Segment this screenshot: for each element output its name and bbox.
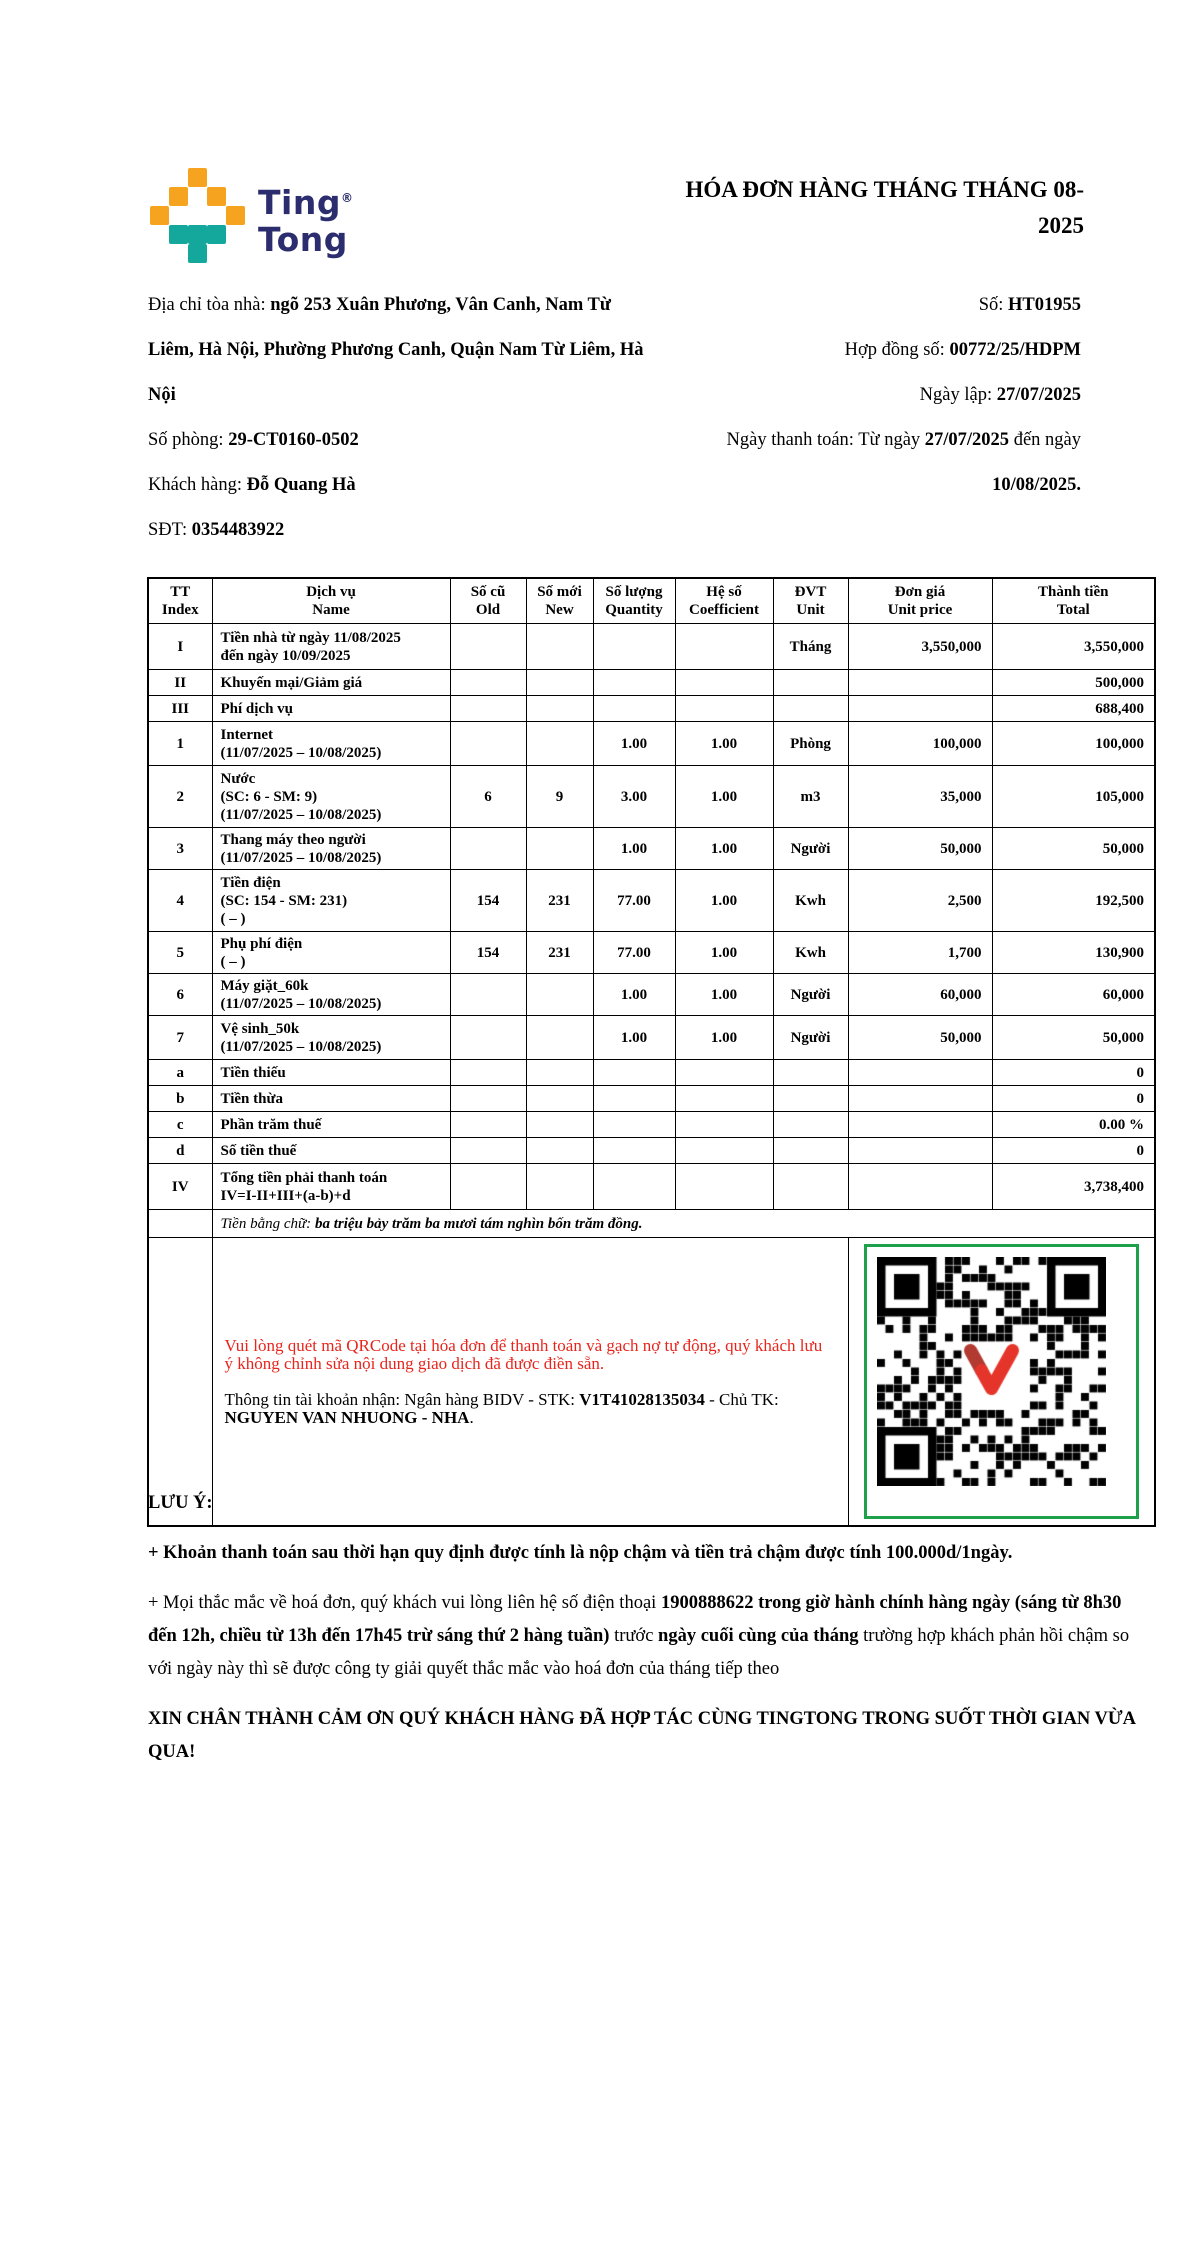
- info-right-block: [641, 283, 1081, 508]
- cell-new-reading: [526, 722, 593, 766]
- column-header-line: Số lượng: [605, 584, 663, 600]
- cell-unit-price: [848, 1060, 992, 1086]
- cell-quantity: 1.00: [593, 722, 675, 766]
- cell-old-reading: [450, 1138, 526, 1164]
- tingtong-logo-icon: [150, 168, 245, 263]
- cell-unit-price: [848, 1164, 992, 1210]
- cell-new-reading: [526, 828, 593, 870]
- column-header: [526, 578, 593, 624]
- tingtong-logo-text: [258, 180, 353, 263]
- cell-index: 7: [148, 1016, 212, 1060]
- cell-index: a: [148, 1060, 212, 1086]
- cell-quantity: 1.00: [593, 974, 675, 1016]
- cell-coefficient: [675, 624, 773, 670]
- cell-unit-price: [848, 1086, 992, 1112]
- column-header-line: Thành tiền: [1038, 584, 1109, 600]
- cell-quantity: 77.00: [593, 932, 675, 974]
- column-header-line: TT: [170, 584, 191, 600]
- logo-pixel: [150, 187, 169, 206]
- cell-index: II: [148, 670, 212, 696]
- service-name-line: (SC: 154 - SM: 231): [220, 892, 348, 909]
- cell-old-reading: [450, 670, 526, 696]
- cell-quantity: [593, 696, 675, 722]
- column-header-line: Index: [161, 602, 199, 618]
- column-header-line: Quantity: [605, 602, 663, 618]
- logo-pixel: [150, 206, 169, 225]
- cell-new-reading: [526, 1112, 593, 1138]
- text-segment: V1T41028135034: [579, 1389, 705, 1409]
- cell-unit-price: 100,000: [848, 722, 992, 766]
- logo-pixel: [207, 168, 226, 187]
- table-row: [148, 624, 1155, 670]
- info-left-block: [148, 283, 648, 553]
- cell-service-name: [212, 696, 450, 722]
- cell-coefficient: [675, 1086, 773, 1112]
- cell-old-reading: 154: [450, 932, 526, 974]
- cell-old-reading: [450, 1086, 526, 1112]
- cell-unit: [773, 670, 848, 696]
- cell-service-name: [212, 766, 450, 828]
- cell-unit-price: [848, 670, 992, 696]
- logo-pixel: [226, 225, 245, 244]
- service-name-line: Tiền nhà từ ngày 11/08/2025: [220, 629, 401, 646]
- cell-old-reading: [450, 722, 526, 766]
- logo-pixel: [226, 168, 245, 187]
- cell-coefficient: [675, 696, 773, 722]
- thanks-note: XIN CHÂN THÀNH CẢM ƠN QUÝ KHÁCH HÀNG ĐÃ HỢP TÁC CÙNG TINGTONG TRONG SUỐT THỜI GIAN VỪA QUA!: [148, 1709, 1135, 1762]
- cell-service-name: [212, 1016, 450, 1060]
- cell-total: 105,000: [992, 766, 1155, 828]
- service-name-line: Nước: [220, 770, 256, 787]
- text-segment: trường hợp khách phản hồi chậm so với ngày này thì sẽ được công ty giải quyết thắc mắc vào hoá đơn của tháng tiếp theo: [148, 1626, 1130, 1679]
- cell-unit: Kwh: [773, 870, 848, 932]
- cell-coefficient: 1.00: [675, 722, 773, 766]
- logo-word-top: Ting®: [258, 183, 354, 222]
- cell-quantity: [593, 1138, 675, 1164]
- contract-number-line: Hợp đồng số: 00772/25/HDPM: [844, 340, 1081, 360]
- service-name-line: Tiền thiếu: [220, 1064, 286, 1081]
- column-header-line: Unit: [796, 602, 825, 618]
- qr-code: [864, 1244, 1139, 1519]
- cell-empty: [148, 1210, 212, 1238]
- cell-unit: [773, 1060, 848, 1086]
- cell-unit: Người: [773, 974, 848, 1016]
- service-name-line: ( – ): [220, 953, 246, 970]
- logo-pixel: [207, 225, 226, 244]
- column-header: [992, 578, 1155, 624]
- cell-service-name: [212, 1164, 450, 1210]
- cell-unit: [773, 1164, 848, 1210]
- cell-old-reading: [450, 1112, 526, 1138]
- logo-pixel: [169, 244, 188, 263]
- cell-new-reading: [526, 696, 593, 722]
- cell-index: 3: [148, 828, 212, 870]
- cell-service-name: [212, 1086, 450, 1112]
- table-row: [148, 766, 1155, 828]
- text-segment: Thông tin tài khoản nhận: Ngân hàng BIDV - STK:: [224, 1389, 580, 1409]
- column-header: [212, 578, 450, 624]
- cell-quantity: 3.00: [593, 766, 675, 828]
- table-row: [148, 828, 1155, 870]
- cell-payment-instructions: [212, 1238, 848, 1527]
- cell-quantity: [593, 1086, 675, 1112]
- table-row: [148, 722, 1155, 766]
- cell-unit: Phòng: [773, 722, 848, 766]
- table-row: [148, 1016, 1155, 1060]
- cell-coefficient: 1.00: [675, 828, 773, 870]
- amount-in-words-label: Tiền bằng chữ:: [220, 1215, 315, 1232]
- cell-index: d: [148, 1138, 212, 1164]
- service-name-line: Internet: [220, 726, 273, 743]
- invoice-table: [147, 577, 1156, 1527]
- cell-coefficient: [675, 1112, 773, 1138]
- cell-unit-price: 1,700: [848, 932, 992, 974]
- logo-pixel: [188, 206, 207, 225]
- invoice-title-line: HÓA ĐƠN HÀNG THÁNG THÁNG 08-: [685, 177, 1084, 202]
- cell-service-name: [212, 1138, 450, 1164]
- cell-quantity: [593, 1060, 675, 1086]
- logo-pixel: [169, 168, 188, 187]
- logo-pixel: [150, 225, 169, 244]
- qr-row: [148, 1238, 1155, 1527]
- qr-code-canvas: [877, 1257, 1106, 1486]
- column-header-line: Dịch vụ: [306, 584, 356, 600]
- text-segment: .: [469, 1407, 474, 1427]
- column-header: [773, 578, 848, 624]
- cell-coefficient: 1.00: [675, 974, 773, 1016]
- cell-unit-price: 3,550,000: [848, 624, 992, 670]
- cell-total: 130,900: [992, 932, 1155, 974]
- cell-coefficient: 1.00: [675, 870, 773, 932]
- column-header-line: Hệ số: [706, 584, 742, 600]
- service-name-line: Phụ phí điện: [220, 935, 303, 952]
- column-header-line: Số cũ: [470, 584, 506, 600]
- cell-unit: m3: [773, 766, 848, 828]
- table-row: [148, 670, 1155, 696]
- cell-service-name: [212, 870, 450, 932]
- table-row: [148, 974, 1155, 1016]
- text-segment: trước: [609, 1626, 659, 1646]
- cell-old-reading: [450, 828, 526, 870]
- cell-amount-in-words: [212, 1210, 1155, 1238]
- room-number-line: Số phòng: 29-CT0160-0502: [148, 430, 359, 450]
- cell-index: I: [148, 624, 212, 670]
- invoice-title: [524, 172, 1084, 244]
- cell-service-name: [212, 624, 450, 670]
- column-header-line: Đơn giá: [894, 584, 946, 600]
- cell-unit-price: [848, 1138, 992, 1164]
- service-name-line: ( – ): [220, 910, 246, 927]
- logo-pixel: [150, 244, 169, 263]
- cell-coefficient: 1.00: [675, 932, 773, 974]
- logo-pixel: [169, 187, 188, 206]
- cell-new-reading: [526, 670, 593, 696]
- logo-word-bottom: Tong: [258, 220, 348, 259]
- cell-index: c: [148, 1112, 212, 1138]
- text-segment: 1900888622 trong giờ hành chính hàng ngày (sáng từ 8h30 đến 12h, chiều từ 13h đến 17h45 trừ sáng thứ 2 hàng tuần): [148, 1593, 1122, 1646]
- cell-total: 688,400: [992, 696, 1155, 722]
- cell-unit: [773, 1138, 848, 1164]
- logo-pixel: [207, 244, 226, 263]
- cell-old-reading: 154: [450, 870, 526, 932]
- cell-old-reading: [450, 1060, 526, 1086]
- late-payment-note: + Khoản thanh toán sau thời hạn quy định được tính là nộp chậm và tiền trả chậm được tính 100.000d/1ngày.: [148, 1543, 1013, 1563]
- cell-new-reading: [526, 1086, 593, 1112]
- service-name-line: Vệ sinh_50k: [220, 1020, 300, 1037]
- cell-unit: [773, 1112, 848, 1138]
- service-name-line: Tiền thừa: [220, 1090, 283, 1107]
- cell-quantity: 77.00: [593, 870, 675, 932]
- cell-unit: Người: [773, 1016, 848, 1060]
- column-header-line: Old: [475, 602, 501, 618]
- table-row: [148, 1060, 1155, 1086]
- cell-unit-price: [848, 696, 992, 722]
- cell-new-reading: 231: [526, 932, 593, 974]
- table-row: [148, 1138, 1155, 1164]
- table-header-row: [148, 578, 1155, 624]
- cell-coefficient: [675, 1060, 773, 1086]
- logo-pixel: [169, 225, 188, 244]
- table-row: [148, 870, 1155, 932]
- service-name-line: Thang máy theo người: [220, 831, 366, 848]
- table-row: [148, 932, 1155, 974]
- cell-service-name: [212, 670, 450, 696]
- bank-account-info: [225, 1391, 834, 1427]
- cell-empty: [148, 1238, 212, 1527]
- cell-unit-price: 50,000: [848, 1016, 992, 1060]
- cell-index: 6: [148, 974, 212, 1016]
- cell-total: 0.00 %: [992, 1112, 1155, 1138]
- column-header-line: Name: [312, 602, 350, 618]
- cell-total: 3,738,400: [992, 1164, 1155, 1210]
- service-name-line: đến ngày 10/09/2025: [220, 647, 351, 664]
- column-header: [450, 578, 526, 624]
- service-name-line: (11/07/2025 – 10/08/2025): [220, 806, 382, 823]
- cell-total: 100,000: [992, 722, 1155, 766]
- qr-payment-notice: Vui lòng quét mã QRCode tại hóa đơn để thanh toán và gạch nợ tự động, quý khách lưu ý không chỉnh sửa nội dung giao dịch đã được điền sẵn.: [224, 1335, 823, 1373]
- cell-service-name: [212, 932, 450, 974]
- hotline-note: [148, 1587, 1148, 1686]
- cell-qr-code: [848, 1238, 1155, 1527]
- cell-quantity: [593, 624, 675, 670]
- cell-old-reading: [450, 1164, 526, 1210]
- cell-index: 2: [148, 766, 212, 828]
- cell-index: IV: [148, 1164, 212, 1210]
- cell-unit: Tháng: [773, 624, 848, 670]
- column-header-line: Total: [1056, 602, 1090, 618]
- cell-unit: [773, 696, 848, 722]
- logo-pixel: [150, 168, 169, 187]
- text-segment: + Mọi thắc mắc về hoá đơn, quý khách vui lòng liên hệ số điện thoại: [148, 1593, 661, 1613]
- cell-total: 0: [992, 1060, 1155, 1086]
- column-header-line: Số mới: [537, 584, 582, 600]
- cell-total: 50,000: [992, 828, 1155, 870]
- cell-old-reading: 6: [450, 766, 526, 828]
- column-header-line: Coefficient: [689, 602, 759, 618]
- cell-quantity: [593, 1164, 675, 1210]
- service-name-line: IV=I-II+III+(a-b)+d: [220, 1187, 351, 1204]
- cell-index: 4: [148, 870, 212, 932]
- cell-unit: Kwh: [773, 932, 848, 974]
- cell-unit-price: 60,000: [848, 974, 992, 1016]
- cell-total: 0: [992, 1086, 1155, 1112]
- column-header: [675, 578, 773, 624]
- cell-index: 1: [148, 722, 212, 766]
- cell-old-reading: [450, 696, 526, 722]
- text-segment: ngày cuối cùng của tháng: [658, 1626, 859, 1646]
- text-segment: NGUYEN VAN NHUONG - NHA: [224, 1407, 470, 1427]
- cell-coefficient: [675, 1164, 773, 1210]
- column-header: [593, 578, 675, 624]
- issue-date-line: Ngày lập: 27/07/2025: [919, 385, 1081, 405]
- column-header-line: ĐVT: [794, 584, 827, 600]
- cell-total: 3,550,000: [992, 624, 1155, 670]
- phone-line: SĐT: 0354483922: [148, 520, 285, 540]
- cell-new-reading: [526, 1060, 593, 1086]
- logo-pixel: [207, 187, 226, 206]
- table-row: [148, 1112, 1155, 1138]
- building-address-line: Địa chỉ tòa nhà: ngõ 253 Xuân Phương, Vân Canh, Nam Từ Liêm, Hà Nội, Phường Phương Canh, Quận Nam Từ Liêm, Hà Nội: [148, 295, 644, 405]
- logo-pixel: [226, 244, 245, 263]
- cell-unit-price: [848, 1112, 992, 1138]
- service-name-line: (11/07/2025 – 10/08/2025): [220, 849, 382, 866]
- cell-new-reading: [526, 1164, 593, 1210]
- cell-unit: [773, 1086, 848, 1112]
- column-header: [148, 578, 212, 624]
- logo-pixel: [207, 206, 226, 225]
- cell-old-reading: [450, 1016, 526, 1060]
- cell-quantity: 1.00: [593, 828, 675, 870]
- cell-index: 5: [148, 932, 212, 974]
- notes-heading: LƯU Ý:: [148, 1493, 213, 1513]
- cell-coefficient: 1.00: [675, 766, 773, 828]
- cell-quantity: [593, 1112, 675, 1138]
- service-name-line: Máy giặt_60k: [220, 977, 309, 994]
- cell-service-name: [212, 1060, 450, 1086]
- text-segment: - Chủ TK:: [704, 1389, 779, 1409]
- logo-pixel: [188, 168, 207, 187]
- column-header-line: Unit price: [887, 602, 953, 618]
- logo-pixel: [188, 244, 207, 263]
- service-name-line: (11/07/2025 – 10/08/2025): [220, 1038, 382, 1055]
- cell-unit: Người: [773, 828, 848, 870]
- service-name-line: (SC: 6 - SM: 9): [220, 788, 318, 805]
- cell-service-name: [212, 1112, 450, 1138]
- cell-new-reading: [526, 1138, 593, 1164]
- cell-new-reading: 9: [526, 766, 593, 828]
- cell-coefficient: 1.00: [675, 1016, 773, 1060]
- cell-index: III: [148, 696, 212, 722]
- cell-quantity: [593, 670, 675, 696]
- amount-in-words-row: [148, 1210, 1155, 1238]
- service-name-line: Tổng tiền phải thanh toán: [220, 1169, 388, 1186]
- footer-notes: [148, 1487, 1148, 1786]
- cell-new-reading: [526, 974, 593, 1016]
- customer-line: Khách hàng: Đỗ Quang Hà: [148, 475, 356, 495]
- cell-total: 0: [992, 1138, 1155, 1164]
- logo-pixel: [226, 206, 245, 225]
- table-row: [148, 696, 1155, 722]
- cell-unit-price: 35,000: [848, 766, 992, 828]
- amount-in-words-value: ba triệu bảy trăm ba mươi tám nghìn bốn trăm đồng.: [314, 1215, 643, 1232]
- payment-period-line: Ngày thanh toán: Từ ngày 27/07/2025 đến ngày 10/08/2025.: [726, 430, 1081, 495]
- cell-service-name: [212, 974, 450, 1016]
- cell-new-reading: 231: [526, 870, 593, 932]
- logo-pixel: [226, 187, 245, 206]
- cell-unit-price: 50,000: [848, 828, 992, 870]
- column-header: [848, 578, 992, 624]
- service-name-line: (11/07/2025 – 10/08/2025): [220, 995, 382, 1012]
- service-name-line: Tiền điện: [220, 874, 281, 891]
- service-name-line: Khuyến mại/Giảm giá: [220, 674, 363, 691]
- cell-quantity: 1.00: [593, 1016, 675, 1060]
- cell-old-reading: [450, 624, 526, 670]
- table-row: [148, 1086, 1155, 1112]
- cell-coefficient: [675, 1138, 773, 1164]
- logo-pixel: [169, 206, 188, 225]
- cell-new-reading: [526, 1016, 593, 1060]
- cell-total: 192,500: [992, 870, 1155, 932]
- registered-mark: ®: [340, 191, 354, 205]
- cell-coefficient: [675, 670, 773, 696]
- cell-service-name: [212, 828, 450, 870]
- cell-unit-price: 2,500: [848, 870, 992, 932]
- logo-pixel: [188, 225, 207, 244]
- cell-total: 500,000: [992, 670, 1155, 696]
- cell-total: 60,000: [992, 974, 1155, 1016]
- invoice-number-line: Số: HT01955: [978, 295, 1081, 315]
- column-header-line: New: [545, 602, 574, 618]
- cell-new-reading: [526, 624, 593, 670]
- service-name-line: Số tiền thuế: [220, 1142, 297, 1159]
- logo-pixel: [188, 187, 207, 206]
- table-row: [148, 1164, 1155, 1210]
- service-name-line: Phí dịch vụ: [220, 700, 294, 717]
- cell-old-reading: [450, 974, 526, 1016]
- tingtong-logo: [150, 168, 353, 263]
- cell-index: b: [148, 1086, 212, 1112]
- cell-service-name: [212, 722, 450, 766]
- service-name-line: Phần trăm thuế: [220, 1116, 322, 1133]
- service-name-line: (11/07/2025 – 10/08/2025): [220, 744, 382, 761]
- invoice-title-line: 2025: [1038, 213, 1084, 238]
- cell-total: 50,000: [992, 1016, 1155, 1060]
